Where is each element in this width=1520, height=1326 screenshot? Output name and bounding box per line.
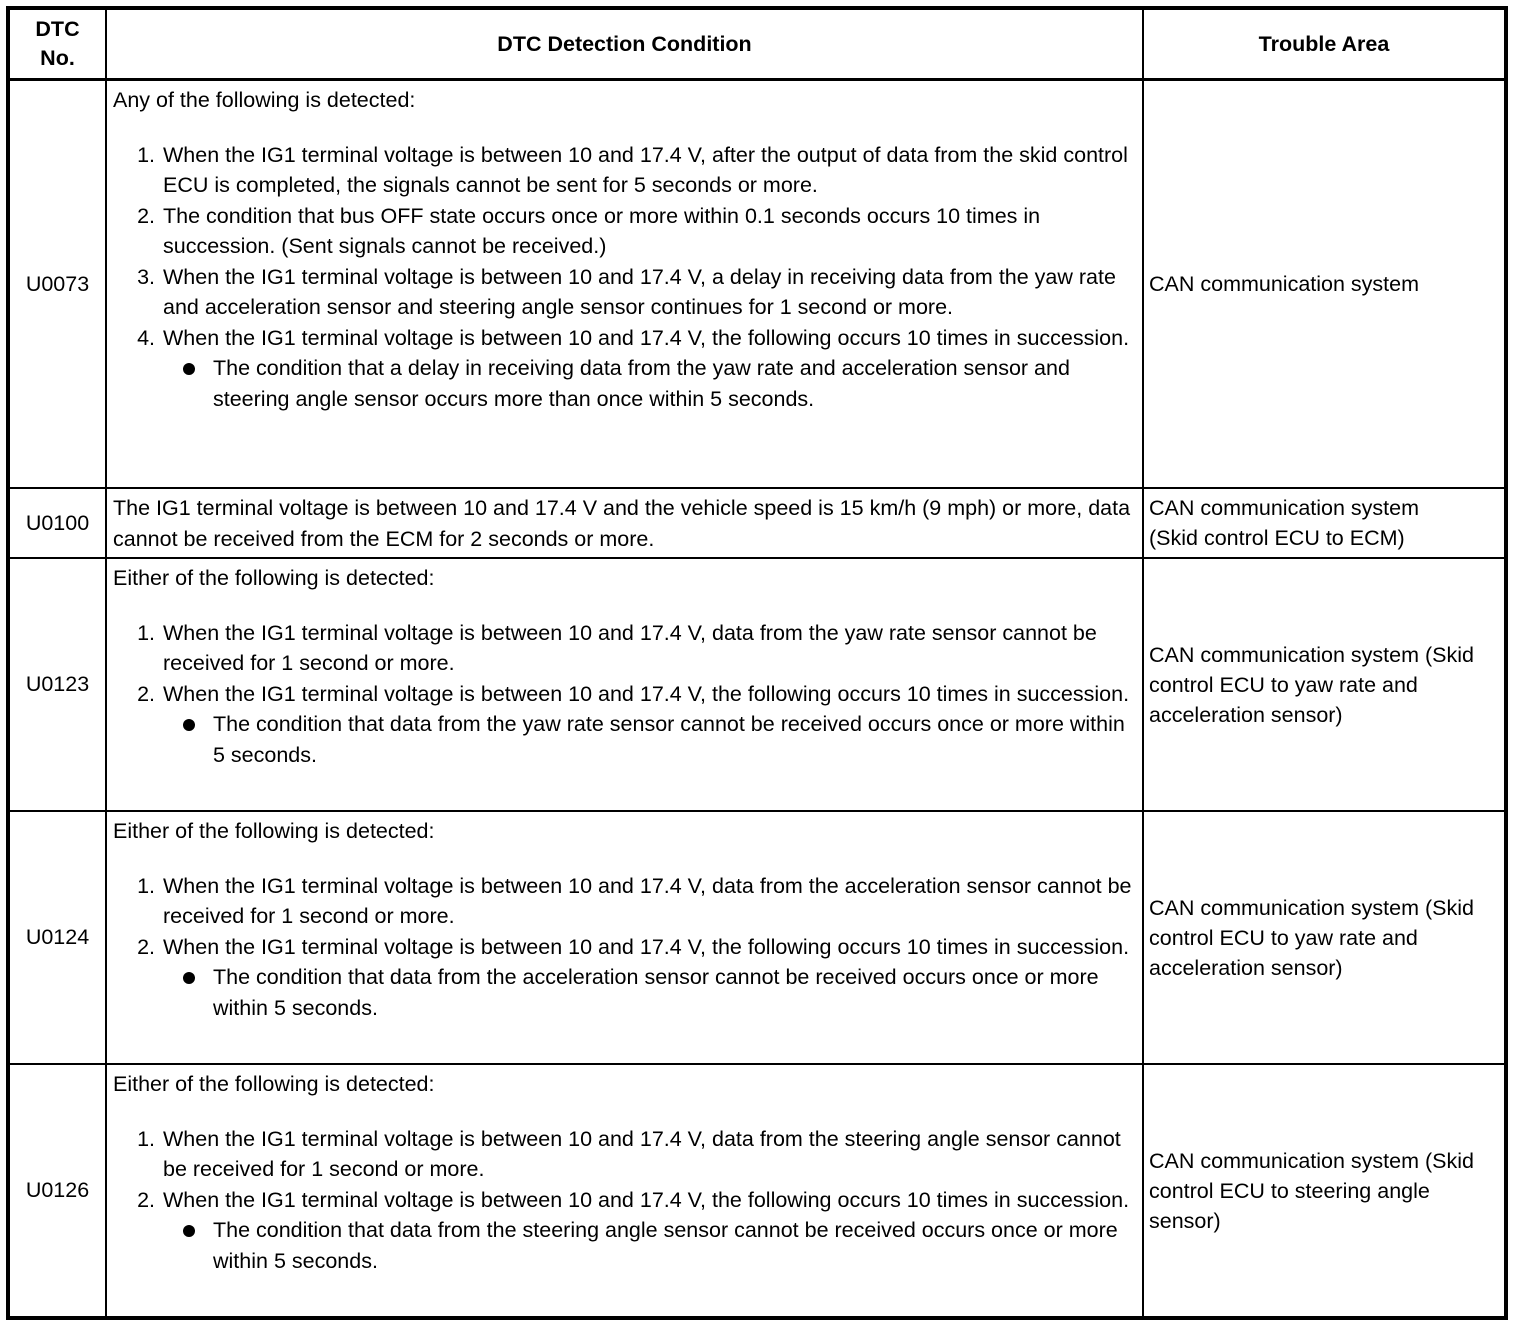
condition-item [113,140,1138,201]
condition-item [113,201,1138,262]
condition-intro: Either of the following is detected: [113,819,435,843]
table-row [10,78,1504,487]
item-number: 1. [137,142,155,167]
dtc-code: U0126 [25,1178,90,1202]
item-text: When the IG1 terminal voltage is between 10 and 17.4 V, data from the acceleration sensor cannot be received for 1 second or more. [163,873,1132,928]
subitem-text: The condition that data from the yaw rate sensor cannot be received occurs once or more within 5 seconds. [213,712,1125,767]
condition-intro: Any of the following is detected: [113,88,416,112]
item-number: 2. [137,203,155,228]
item-text: When the IG1 terminal voltage is between 10 and 17.4 V, the following occurs 10 times in succession. [163,934,1130,959]
item-number: 2. [137,934,155,959]
bullet-icon [183,363,195,375]
item-number: 4. [137,325,155,350]
condition-item [113,1124,1138,1185]
item-number: 3. [137,264,155,289]
dtc-code: U0123 [25,672,90,696]
item-text: When the IG1 terminal voltage is between 10 and 17.4 V, data from the steering angle sensor cannot be received for 1 second or more. [163,1126,1121,1181]
header-dtc-no-line2: No. [40,46,75,70]
item-text: When the IG1 terminal voltage is between 10 and 17.4 V, a delay in receiving data from the yaw rate and acceleration sensor and steering angle sensor continues for 1 second or more. [163,264,1116,319]
header-dtc-no [10,10,105,78]
dtc-code: U0100 [25,510,90,535]
table-row [10,557,1504,810]
detection-condition [105,1065,1142,1316]
bullet-icon [183,972,195,984]
trouble-area: CAN communication system (Skid control ECU to yaw rate and acceleration sensor) [1142,559,1504,810]
dtc-code: U0124 [25,925,90,949]
condition-item [113,618,1138,679]
table-header-row [10,10,1504,78]
bullet-icon [183,1225,195,1237]
dtc-table [6,6,1508,1320]
condition-subitem [113,1215,1138,1276]
condition-item [113,323,1138,354]
item-number: 1. [137,620,155,645]
item-text: When the IG1 terminal voltage is between 10 and 17.4 V, the following occurs 10 times in succession. [163,1187,1130,1212]
item-text: When the IG1 terminal voltage is between 10 and 17.4 V, data from the yaw rate sensor cannot be received for 1 second or more. [163,620,1097,675]
table-row [10,810,1504,1063]
subitem-text: The condition that a delay in receiving data from the yaw rate and acceleration sensor and steering angle sensor occurs more than once within 5 seconds. [213,356,1070,411]
item-number: 2. [137,681,155,706]
subitem-text: The condition that data from the acceleration sensor cannot be received occurs once or more within 5 seconds. [213,965,1099,1020]
detection-condition [105,81,1142,487]
condition-subitem [113,962,1138,1023]
detection-condition [105,812,1142,1063]
condition-intro: The IG1 terminal voltage is between 10 and 17.4 V and the vehicle speed is 15 km/h (9 mph) or more, data cannot be received from the ECM for 2 seconds or more. [113,496,1131,551]
condition-item [113,1185,1138,1216]
condition-subitem [113,353,1138,414]
trouble-area: CAN communication system (Skid control ECU to ECM) [1142,489,1504,557]
detection-condition [105,559,1142,810]
table-row [10,1063,1504,1316]
table-row [10,487,1504,557]
condition-item [113,679,1138,710]
condition-subitem [113,709,1138,770]
condition-intro: Either of the following is detected: [113,566,435,590]
item-text: When the IG1 terminal voltage is between 10 and 17.4 V, the following occurs 10 times in succession. [163,325,1130,350]
header-trouble-area: Trouble Area [1142,10,1504,78]
header-condition: DTC Detection Condition [105,10,1142,78]
item-text: When the IG1 terminal voltage is between 10 and 17.4 V, after the output of data from the skid control ECU is completed, the signals cannot be sent for 5 seconds or more. [163,142,1128,197]
condition-item [113,871,1138,932]
subitem-text: The condition that data from the steering angle sensor cannot be received occurs once or more within 5 seconds. [213,1218,1118,1273]
item-number: 1. [137,873,155,898]
trouble-area: CAN communication system [1142,81,1504,487]
item-number: 1. [137,1126,155,1151]
trouble-area: CAN communication system (Skid control ECU to steering angle sensor) [1142,1065,1504,1316]
condition-item [113,262,1138,323]
item-number: 2. [137,1187,155,1212]
condition-intro: Either of the following is detected: [113,1072,435,1096]
trouble-area: CAN communication system (Skid control ECU to yaw rate and acceleration sensor) [1142,812,1504,1063]
condition-item [113,932,1138,963]
item-text: The condition that bus OFF state occurs once or more within 0.1 seconds occurs 10 times in succession. (Sent signals cannot be received.) [163,203,1041,258]
detection-condition [105,489,1142,557]
item-text: When the IG1 terminal voltage is between 10 and 17.4 V, the following occurs 10 times in succession. [163,681,1130,706]
dtc-code: U0073 [25,271,90,296]
header-dtc-no-line1: DTC [35,17,80,41]
bullet-icon [183,719,195,731]
